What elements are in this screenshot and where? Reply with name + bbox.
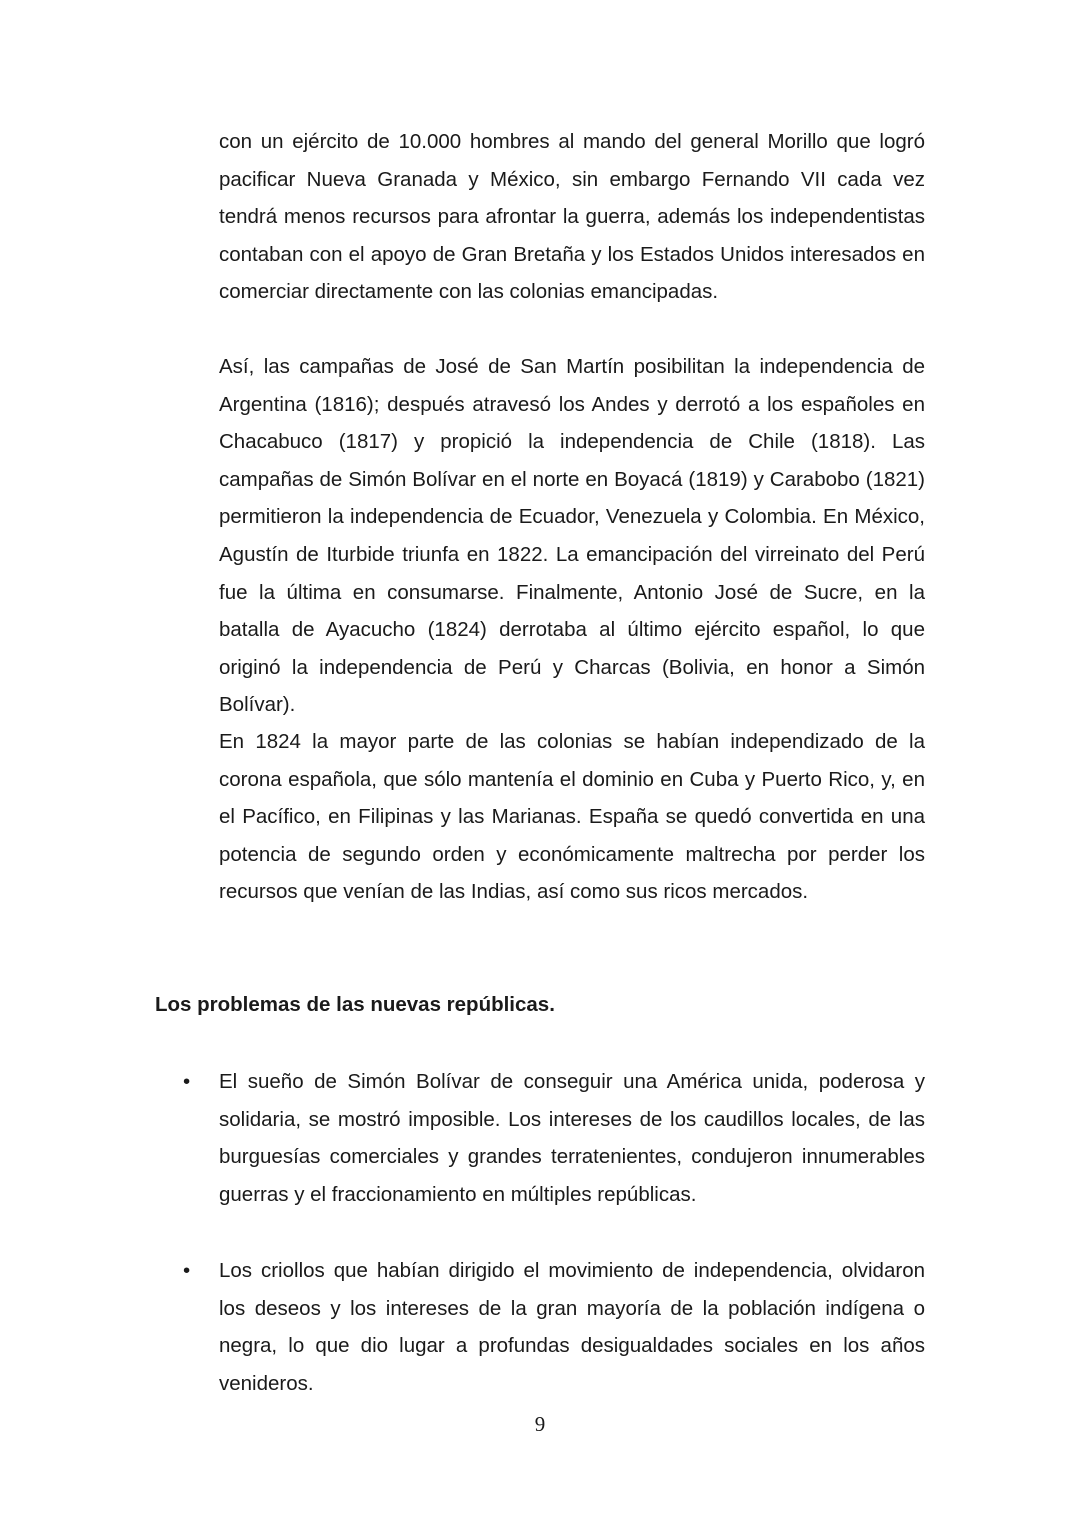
paragraph-colonies-1824: En 1824 la mayor parte de las colonias se habían independizado de la corona española, que sólo mantenía el dominio en Cuba y Puerto Rico, y, en el Pacífico, en Filipinas y las Marianas. España se quedó convertida en una potencia de segundo orden y económicamente maltrecha por perder los recursos que venían de las Indias, así como sus ricos mercados. [219,730,925,904]
bullet-icon: • [183,1070,191,1093]
bullet-icon: • [183,1259,191,1282]
bullet-text-bolivar-dream: El sueño de Simón Bolívar de conseguir una América unida, poderosa y solidaria, se mostró imposible. Los intereses de los caudillos locales, de las burguesías comerciales y grandes terratenientes, condujeron innumerables guerras y el fraccionamiento en múltiples repúblicas. [219,1070,925,1206]
paragraph-morillo-army: con un ejército de 10.000 hombres al mando del general Morillo que logró pacificar Nueva Granada y México, sin embargo Fernando VII cada vez tendrá menos recursos para afrontar la guerra, además los independentistas contaban con el apoyo de Gran Bretaña y los Estados Unidos interesados en comerciar directamente con las colonias emancipadas. [219,130,925,304]
bullet-item [183,1063,925,1213]
section-heading: Los problemas de las nuevas repúblicas. [155,993,555,1016]
page-number: 9 [534,1412,546,1436]
paragraph-independence-campaigns: Así, las campañas de José de San Martín posibilitan la independencia de Argentina (1816); después atravesó los Andes y derrotó a los españoles en Chacabuco (1817) y propició la independencia de Chile (1818). Las campañas de Simón Bolívar en el norte en Boyacá (1819) y Carabobo (1821) permitieron la independencia de Ecuador, Venezuela y Colombia. En México, Agustín de Iturbide triunfa en 1822. La emancipación del virreinato del Perú fue la última en consumarse. Finalmente, Antonio José de Sucre, en la batalla de Ayacucho (1824) derrotaba al último ejército español, lo que originó la independencia de Perú y Charcas (Bolivia, en honor a Simón Bolívar). [219,355,925,717]
bullet-item [183,1252,925,1402]
bullet-text-criollos: Los criollos que habían dirigido el movimiento de independencia, olvidaron los deseos y los intereses de la gran mayoría de la población indígena o negra, lo que dio lugar a profundas desigualdades sociales en los años venideros. [219,1259,925,1395]
